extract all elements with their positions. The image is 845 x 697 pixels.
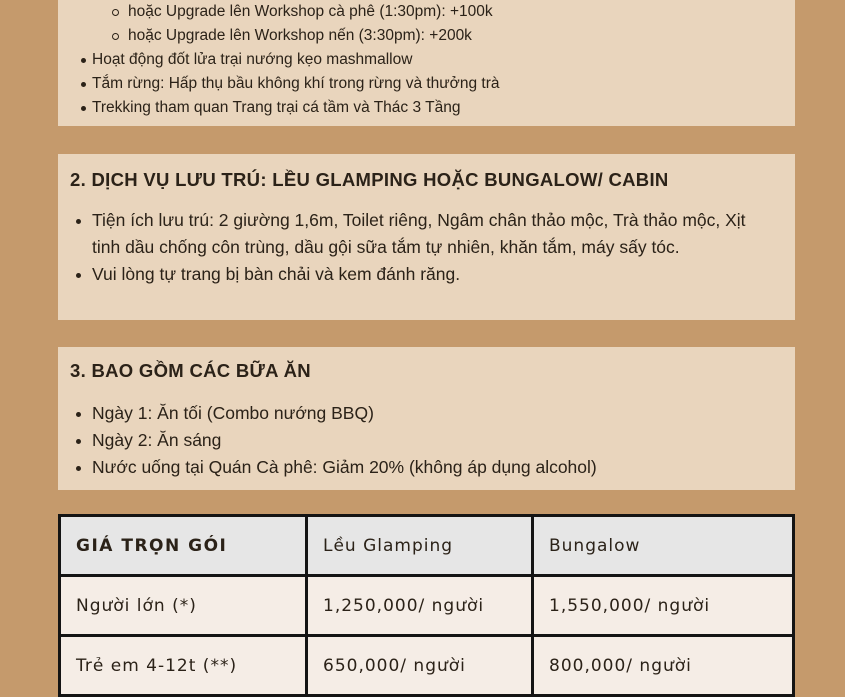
- header-bungalow: Bungalow: [533, 516, 794, 576]
- activities-card: [58, 0, 795, 126]
- accommodation-amenities: Tiện ích lưu trú: 2 giường 1,6m, Toilet riêng, Ngâm chân thảo mộc, Trà thảo mộc, Xịt tinh dầu chống côn trùng, dầu gội sữa tắm tự nhiên, khăn tắm, máy sấy tóc.: [92, 207, 765, 261]
- price-adult-glamping: 1,250,000/ người: [307, 576, 533, 636]
- header-glamping: Lều Glamping: [307, 516, 533, 576]
- accommodation-list: [92, 207, 765, 288]
- price-child-bungalow: 800,000/ người: [533, 636, 794, 696]
- activity-trekking: Trekking tham quan Trang trại cá tầm và Thác 3 Tầng: [92, 96, 795, 120]
- price-table-header-row: [60, 516, 794, 576]
- table-row: [60, 576, 794, 636]
- meal-drinks: Nước uống tại Quán Cà phê: Giảm 20% (không áp dụng alcohol): [92, 454, 765, 481]
- activities-list: [82, 48, 795, 120]
- meals-title: 3. BAO GỒM CÁC BỮA ĂN: [70, 360, 311, 381]
- header-package-price: GIÁ TRỌN GÓI: [60, 516, 307, 576]
- workshop-options-list: [82, 0, 795, 48]
- accommodation-note: Vui lòng tự trang bị bàn chải và kem đánh răng.: [92, 261, 765, 288]
- activity-campfire: Hoạt động đốt lửa trại nướng kẹo mashmallow: [92, 48, 795, 72]
- workshop-option-candle: hoặc Upgrade lên Workshop nến (3:30pm): +200k: [128, 24, 795, 48]
- meal-day2: Ngày 2: Ăn sáng: [92, 427, 765, 454]
- meals-card: [58, 347, 795, 490]
- row-label-child: Trẻ em 4-12t (**): [60, 636, 307, 696]
- price-table: [58, 514, 795, 697]
- workshop-option-coffee: hoặc Upgrade lên Workshop cà phê (1:30pm): +100k: [128, 0, 795, 24]
- meals-list: [92, 400, 765, 481]
- row-label-adult: Người lớn (*): [60, 576, 307, 636]
- table-row: [60, 636, 794, 696]
- price-child-glamping: 650,000/ người: [307, 636, 533, 696]
- meal-day1: Ngày 1: Ăn tối (Combo nướng BBQ): [92, 400, 765, 427]
- activity-forest-bath: Tắm rừng: Hấp thụ bầu không khí trong rừng và thưởng trà: [92, 72, 795, 96]
- accommodation-card: [58, 154, 795, 320]
- price-adult-bungalow: 1,550,000/ người: [533, 576, 794, 636]
- accommodation-title: 2. DỊCH VỤ LƯU TRÚ: LỀU GLAMPING HOẶC BUNGALOW/ CABIN: [70, 169, 669, 190]
